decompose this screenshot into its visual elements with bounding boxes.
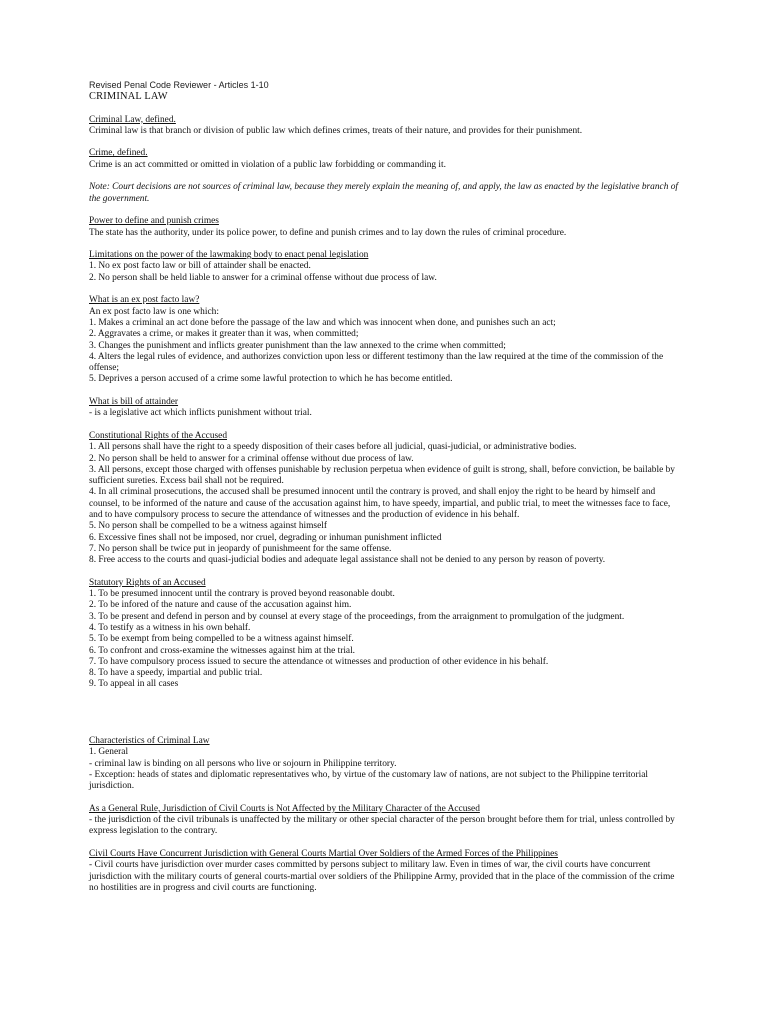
section-line: - Exception: heads of states and diplomatic representatives who, by virtue of the customary law of nations, are not subject to the Philippine territorial jurisdiction. — [89, 769, 648, 792]
section-line: Note: Court decisions are not sources of criminal law, because they merely explain the meaning of, and apply, the law as enacted by the legislative branch of the government. — [89, 182, 679, 204]
section-line: 2. No person shall be held liable to answer for a criminal offense without due process of law. — [89, 272, 437, 283]
document-sections — [89, 115, 683, 895]
section-line: 5. No person shall be compelled to be a witness against himself — [89, 521, 327, 532]
document-main-title: CRIMINAL LAW — [89, 91, 168, 103]
section-heading: What is bill of attainder — [89, 397, 179, 408]
document-section — [89, 736, 683, 792]
document-top-title: Revised Penal Code Reviewer - Articles 1-10 — [89, 80, 269, 90]
section-line: 5. Deprives a person accused of a crime some lawful protection to which he has become entitled. — [89, 374, 453, 385]
section-line: - is a legislative act which inflicts punishment without trial. — [89, 408, 312, 419]
document-section — [89, 216, 683, 239]
document-section — [89, 295, 683, 385]
section-line: 1. All persons shall have the right to a speedy disposition of their cases before all judicial, quasi-judicial, or administrative bodies. — [89, 442, 577, 453]
document-section — [89, 804, 683, 838]
section-heading: What is an ex post facto law? — [89, 295, 200, 306]
section-line: 2. No person shall be held to answer for a criminal offense without due process of law. — [89, 453, 414, 464]
section-heading: Power to define and punish crimes — [89, 216, 219, 227]
section-line: 6. To confront and cross-examine the witnesses against him at the trial. — [89, 645, 356, 656]
section-line: 9. To appeal in all cases — [89, 679, 179, 690]
section-line: - Civil courts have jurisdiction over murder cases committed by persons subject to military law. Even in times of war, the civil courts have concurrent jurisdiction with the military courts of general courts-martial over soldiers of the Philippine Army, provided that in the place of the commission of the crime no hostilities are in progress and civil courts are functioning. — [89, 860, 675, 893]
document-section — [89, 250, 683, 284]
document-section — [89, 578, 683, 691]
section-line: Criminal law is that branch or division of public law which defines crimes, treats of their nature, and provides for their punishment. — [89, 125, 583, 136]
document-section — [89, 148, 683, 171]
section-line: 3. All persons, except those charged with offenses punishable by reclusion perpetua when evidence of guilt is strong, shall, before conviction, be bailable by sufficient sureties. Excess bail shall not be required. — [89, 464, 675, 487]
section-line: 3. Changes the punishment and inflicts greater punishment than the law annexed to the crime when committed; — [89, 340, 506, 351]
section-heading: As a General Rule, Jurisdiction of Civil Courts is Not Affected by the Military Character of the Accused — [89, 803, 480, 814]
section-line: - criminal law is binding on all persons who live or sojourn in Philippine territory. — [89, 758, 397, 769]
section-line: 2. To be infored of the nature and cause of the accusation against him. — [89, 600, 352, 611]
section-line: 7. To have compulsory process issued to secure the attendance ot witnesses and production of other evidence in his behalf. — [89, 656, 549, 667]
section-line: 8. Free access to the courts and quasi-judicial bodies and adequate legal assistance shall not be denied to any person by reason of poverty. — [89, 555, 606, 566]
section-line: 3. To be present and defend in person and by counsel at every stage of the proceedings, from the arraignment to promulgation of the judgment. — [89, 611, 625, 622]
section-line: 4. In all criminal prosecutions, the accused shall be presumed innocent until the contrary is proved, and shall enjoy the right to be heard by himself and counsel, to be informed of the nature and cause of the accusation against him, to have speedy, impartial, and public trial, to meet the witnesses face to face, and to have compulsory process to secure the attendance of witnesses and the production of evidence in his behalf. — [89, 487, 671, 520]
section-heading: Civil Courts Have Concurrent Jurisdiction with General Courts Martial Over Soldiers of the Armed Forces of the Philippines — [89, 849, 558, 859]
section-line: 1. General — [89, 747, 129, 758]
section-line: 6. Excessive fines shall not be imposed, nor cruel, degrading or inhuman punishment inflicted — [89, 532, 442, 543]
section-heading: Limitations on the power of the lawmaking body to enact penal legislation — [89, 250, 369, 261]
section-line: 7. No person shall be twice put in jeopardy of punishmeent for the same offense. — [89, 543, 392, 554]
document-section — [89, 849, 683, 894]
section-line: 8. To have a speedy, impartial and public trial. — [89, 668, 263, 679]
section-line: Crime is an act committed or omitted in violation of a public law forbidding or commanding it. — [89, 159, 446, 170]
section-line: 1. No ex post facto law or bill of attainder shall be enacted. — [89, 261, 311, 272]
section-line: 4. Alters the legal rules of evidence, and authorizes conviction upon less or different testimony than the law required at the time of the commission of the offense; — [89, 351, 664, 374]
section-line: The state has the authority, under its police power, to define and punish crimes and to lay down the rules of criminal procedure. — [89, 227, 567, 238]
section-heading: Constitutional Rights of the Accused — [89, 430, 228, 441]
section-line: 1. To be presumed innocent until the contrary is proved beyond reasonable doubt. — [89, 589, 395, 600]
section-spacer — [89, 691, 683, 725]
section-line: - the jurisdiction of the civil tribunals is unaffected by the military or other special character of the person brought before them for trial, unless controlled by express legislation to the contrary. — [89, 815, 675, 837]
section-line: 2. Aggravates a crime, or makes it greater than it was, when committed; — [89, 329, 359, 340]
document-section — [89, 431, 683, 567]
section-heading: Criminal Law, defined. — [89, 114, 176, 125]
section-heading: Characteristics of Criminal Law — [89, 736, 210, 747]
section-heading: Statutory Rights of an Accused — [89, 577, 206, 588]
document-section — [89, 115, 683, 138]
document-page — [89, 80, 683, 894]
section-line: 1. Makes a criminal an act done before the passage of the law and which was innocent when done, and punishes such an act; — [89, 317, 556, 328]
document-section — [89, 182, 683, 205]
section-line: 5. To be exempt from being compelled to be a witness against himself. — [89, 634, 354, 645]
section-line: An ex post facto law is one which: — [89, 306, 219, 317]
section-line: 4. To testify as a witness in his own behalf. — [89, 622, 251, 633]
document-section — [89, 397, 683, 420]
section-heading: Crime, defined. — [89, 148, 148, 159]
